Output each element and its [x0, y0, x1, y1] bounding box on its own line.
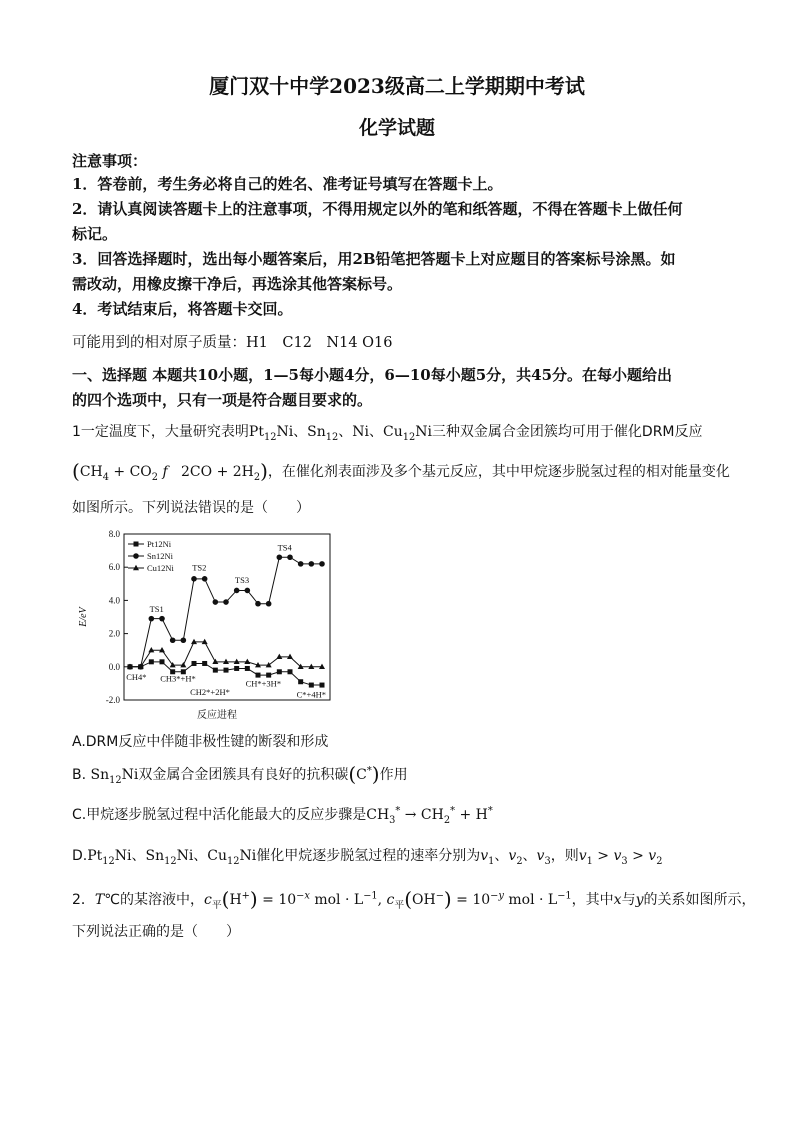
- point-Sn12Ni: [181, 637, 187, 643]
- point-Sn12Ni: [266, 601, 272, 607]
- y-axis-label: E/eV: [78, 607, 89, 627]
- q1-reaction-equation: ($CH_4 + CO_2$ f $2CO + 2H_2$): [72, 459, 268, 483]
- series-line-Pt12Ni: [130, 662, 322, 685]
- chart-annotation: TS3: [234, 574, 250, 585]
- y-tick-label: 8.0: [108, 529, 120, 539]
- q1-optD-text: 催化甲烷逐步脱氢过程的速率分别为: [256, 848, 481, 864]
- point-Pt12Ni: [224, 668, 229, 673]
- point-Sn12Ni: [277, 554, 283, 560]
- point-Sn12Ni: [245, 588, 251, 594]
- legend-label: Sn12Ni: [147, 551, 173, 561]
- point-Pt12Ni: [192, 661, 197, 666]
- section-1-line-2: 的四个选项中，只有一项是符合题目要求的。: [72, 391, 373, 409]
- y-tick-label: 4.0: [108, 595, 120, 606]
- q1-option-d: $D.Pt_{12}Ni$、$Sn_{12}Ni$、$Cu_{12}Ni$催化甲烷逐步脱氢过程的速率分别为$v_1$、$v_2$、$v_3$，则$v_1 > v_3 > v_2$: [72, 848, 663, 867]
- point-Pt12Ni: [160, 659, 165, 664]
- y-tick-label: 6.0: [108, 562, 120, 573]
- notice-item-3a: 3．回答选择题时，选出每小题答案后，用2B铅笔把答题卡上对应题目的答案标号涂黑。如: [72, 250, 676, 268]
- chart-annotation: CH*+3H*: [245, 678, 282, 689]
- legend-label: Pt12Ni: [147, 539, 172, 549]
- chart-annotation: CH4*: [126, 672, 147, 683]
- energy-chart: [72, 526, 342, 726]
- chart-annotation: TS2: [192, 562, 207, 573]
- point-Cu12Ni: [276, 654, 282, 659]
- point-Pt12Ni: [256, 673, 261, 678]
- point-Sn12Ni: [287, 554, 293, 560]
- chart-annotation: CH2*+2H*: [190, 687, 230, 698]
- point-Sn12Ni: [319, 561, 325, 567]
- point-Pt12Ni: [245, 666, 250, 671]
- x-axis-label: 反应进程: [197, 710, 237, 721]
- point-Cu12Ni: [319, 664, 325, 669]
- point-Sn12Ni: [202, 576, 208, 582]
- chart-annotation: C*+4H*: [296, 689, 327, 700]
- point-Pt12Ni: [266, 673, 271, 678]
- point-Pt12Ni: [202, 661, 207, 666]
- q1-optD-then: ，则: [550, 848, 579, 864]
- q1-catalysts: $Pt_{12}Ni$、$Sn_{12}$、Ni、$Cu_{12}Ni$: [248, 424, 432, 443]
- chart-annotation: CH3*+H*: [160, 673, 196, 684]
- page-title: 厦门双十中学2023级高二上学期期中考试: [209, 74, 585, 98]
- q2-number: 2．: [72, 892, 95, 908]
- point-Cu12Ni: [308, 664, 314, 669]
- point-Sn12Ni: [309, 561, 315, 567]
- q1-option-a: A.DRM反应中伴随非极性键的断裂和形成: [72, 734, 329, 750]
- legend-label: Cu12Ni: [147, 563, 174, 573]
- atomic-mass-line: 可能用到的相对原子质量：H1 C12 N14 O16: [72, 335, 393, 351]
- point-Pt12Ni: [309, 683, 314, 688]
- y-tick-label: 2.0: [108, 628, 120, 639]
- point-Sn12Ni: [298, 561, 304, 567]
- q1-option-c: C.甲烷逐步脱氢过程中活化能最大的反应步骤是$CH_3^* \to CH_2^* + H^*$: [72, 805, 493, 826]
- point-Pt12Ni: [320, 683, 325, 688]
- q2-text-b: ，其中: [571, 892, 614, 908]
- notice-item-3b: 需改动，用橡皮擦干净后，再选涂其他答案标号。: [72, 275, 403, 293]
- notice-heading: 注意事项：: [72, 152, 148, 170]
- q1-line1-post: DRM反应: [641, 424, 703, 440]
- point-Pt12Ni: [234, 666, 239, 671]
- notice-item-1: 1．答卷前，考生务必将自己的姓名、准考证号填写在答题卡上。: [72, 175, 503, 193]
- q1-optC-text: C.甲烷逐步脱氢过程中活化能最大的反应步骤是: [72, 807, 367, 823]
- point-Sn12Ni: [170, 637, 176, 643]
- q1-line-3: 如图所示。下列说法错误的是（ ）: [72, 500, 310, 516]
- point-Pt12Ni: [213, 668, 218, 673]
- q1-optB-text: 双金属合金团簇具有良好的抗积碳: [138, 767, 349, 783]
- point-Sn12Ni: [255, 601, 261, 607]
- point-Cu12Ni: [287, 654, 293, 659]
- q1-option-b: B. $Sn_{12}Ni$双金属合金团簇具有良好的抗积碳(C*)作用: [72, 762, 408, 786]
- q2-line-2: 下列说法正确的是（ ）: [72, 924, 240, 940]
- notice-item-4: 4．考试结束后，将答题卡交回。: [72, 300, 293, 318]
- point-Pt12Ni: [149, 659, 154, 664]
- q2-text-a: ℃的某溶液中，: [104, 892, 204, 908]
- section-1-line-1: 一、选择题 本题共10小题，1—5每小题4分，6—10每小题5分，共45分。在每小题给出: [72, 366, 673, 384]
- legend-marker: [133, 553, 139, 559]
- notice-item-2b: 标记。: [72, 225, 118, 243]
- point-Sn12Ni: [159, 616, 165, 622]
- point-Sn12Ni: [191, 576, 197, 582]
- point-Pt12Ni: [288, 669, 293, 674]
- page-subtitle: 化学试题: [358, 117, 435, 139]
- point-Pt12Ni: [298, 679, 303, 684]
- q1-line-1: [72, 421, 703, 443]
- point-Sn12Ni: [149, 616, 155, 622]
- q2-line-1: 2．T℃的某溶液中，$c_平(H^+) = 10^{-x}$ mol · $L^{-1}$, $c_平(OH^-) = 10^{-y}$ mol · $L^{-1}$，其中x与y的关系如图所示，: [72, 887, 756, 911]
- q1-line2-post: ，在催化剂表面涉及多个基元反应，其中甲烷逐步脱氢过程的相对能量变化: [267, 464, 730, 480]
- y-tick-label: -2.0: [105, 695, 120, 705]
- q2-text-d: 的关系如图所示，: [643, 892, 756, 908]
- point-Sn12Ni: [223, 599, 229, 605]
- q1-line1-pre: 1一定温度下，大量研究表明: [72, 424, 249, 440]
- notice-item-2a: 2．请认真阅读答题卡上的注意事项，不得用规定以外的笔和纸答题，不得在答题卡上做任何: [72, 200, 683, 218]
- point-Sn12Ni: [213, 599, 219, 605]
- point-Sn12Ni: [234, 588, 240, 594]
- point-Pt12Ni: [277, 669, 282, 674]
- q1-line1-mid: 三种双金属合金团簇均可用于催化: [431, 424, 642, 440]
- chart-annotation: TS4: [277, 542, 292, 553]
- legend-marker: [134, 542, 139, 547]
- q2-text-c: 与: [621, 892, 636, 908]
- y-tick-label: 0.0: [108, 661, 120, 672]
- chart-annotation: TS1: [149, 604, 164, 615]
- q1-optB-post: 作用: [379, 767, 408, 783]
- q1-line-2: [72, 459, 730, 483]
